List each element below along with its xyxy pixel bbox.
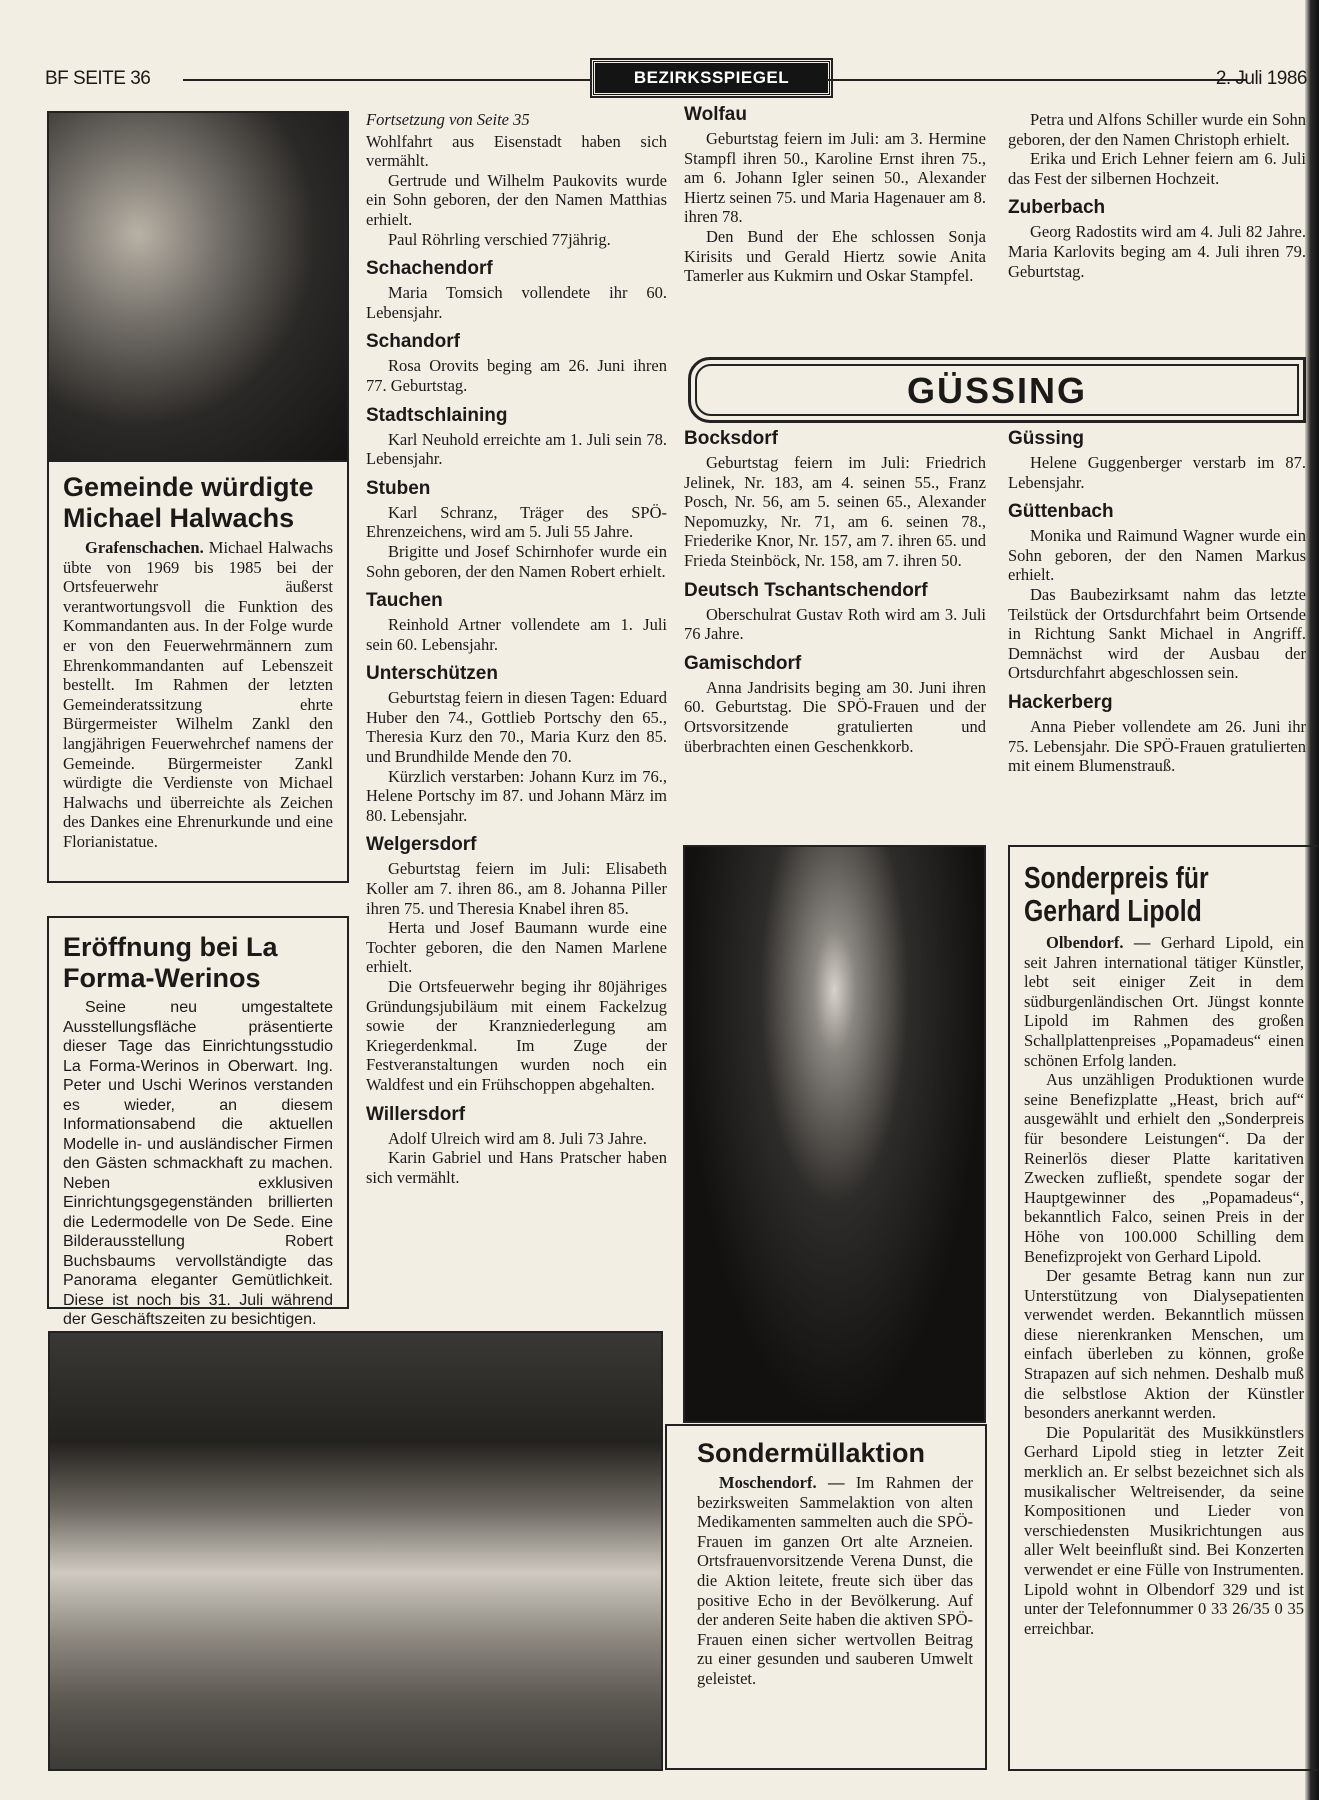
article-text: Der gesamte Betrag kann nun zur Unterstützung von Dialysepatienten verwendet werden. Bekanntlich müssen diese nierenkranken Menschen, um einfach überleben zu können, große Strapazen auf sich nehmen. Deshalb muß die selbstlose Aktion der Künstler besonders anerkannt werden. [1024, 1266, 1304, 1423]
news-item: Die Ortsfeuerwehr beging ihr 80jähriges Gründungsjubiläum mit einem Fackelzug sowie der Kranzniederlegung am Kriegerdenkmal. Im Zuge der Festveranstaltungen wurden noch ein Waldfest und ein Frühschoppen abgehalten. [366, 977, 667, 1094]
article-paragraph [1024, 1423, 1304, 1639]
article-text: Gerhard Lipold, ein seit Jahren international tätiger Künstler, lebt seit einiger Zeit in dem südburgenländischen Ort. Jüngst konnte Lipold im Rahmen des großen Schallplattenpreises „Popamadeus“ einen schönen Erfolg landen. [1024, 933, 1304, 1070]
news-item: Paul Röhrling verschied 77jährig. [388, 229, 611, 249]
photo-musician-jumping [683, 845, 986, 1423]
article-halwachs [47, 460, 349, 883]
section-heading-gussing: Güssing [1008, 428, 1085, 449]
news-item: Oberschulrat Gustav Roth wird am 3. Juli 76 Jahre. [684, 604, 986, 644]
dateline: Olbendorf. — [1046, 933, 1151, 952]
news-item: Kürzlich verstarben: Johann Kurz im 76., Helene Portschy im 87. und Johann März im 80. Lebensjahr. [366, 766, 667, 825]
article-text: Michael Halwachs übte von 1969 bis 1985 bei der Ortsfeuerwehr äußerst verantwortungsvoll die Funktion des Kommandanten aus. In der Folge wurde er von den Feuerwehrmännern zum Ehrenkommandanten auf Lebenszeit bestellt. Im Rahmen der letzten Gemeinderatssitzung ehrte Bürgermeister Wilhelm Zankl den langjährigen Feuerwehrchef namens der Gemeinde. Bürgermeister Zankl würdigte die Verdienste von Michael Halwachs und überreichte als Zeichen des Dankes eine Ehrenurkunde und eine Florianistatue. [63, 538, 333, 851]
section-heading-deutsch-tschantschendorf: Deutsch Tschantschendorf [684, 579, 928, 601]
article-title: Gemeinde würdigte Michael Halwachs [63, 472, 314, 533]
section-heading-zuberbach: Zuberbach [1008, 197, 1106, 219]
column-local-news [366, 110, 667, 1335]
news-item: Geburtstag feiern im Juli: Elisabeth Koller am 7. ihren 86., am 8. Johanna Piller ihren 75. und Theresia Knabel ihren 85. [366, 859, 667, 918]
column-guessing-news [1008, 428, 1306, 828]
article-text: Im Rahmen der bezirksweiten Sammelaktion von alten Medikamenten sammelten auch die SPÖ-Frauen im ganzen Ort alte Arzneien. Ortsfrauenvorsitzende Verena Dunst, die die Aktion leitete, freute sich über das positive Echo in der Bevölkerung. Auf der anderen Seite haben die aktiven SPÖ-Frauen einen sicher wertvollen Beitrag zu einer gesunden und sauberen Umwelt geleistet. [697, 1473, 973, 1688]
section-heading-gamischdorf: Gamischdorf [684, 652, 802, 674]
news-item: Monika und Raimund Wagner wurde ein Sohn geboren, der den Namen Markus erhielt. [1008, 526, 1306, 585]
section-heading-wolfau: Wolfau [684, 104, 747, 125]
column-wolfau [684, 104, 986, 334]
news-item: Karl Neuhold erreichte am 1. Juli sein 78. Lebensjahr. [366, 429, 667, 469]
continuation-note: Fortsetzung von Seite 35 [366, 110, 530, 129]
section-heading-tauchen: Tauchen [366, 590, 443, 612]
region-title: GÜSSING [695, 364, 1299, 416]
news-item: Das Baubezirksamt nahm das letzte Teilstück der Ortsdurchfahrt beim Ortsende in Richtung Sankt Michael in Angriff. Demnächst wird der Ausbau der Ortsdurchfahrt abgeschlossen sein. [1008, 584, 1306, 683]
news-item: Georg Radostits wird am 4. Juli 82 Jahre. Maria Karlovits beging am 4. Juli ihren 79. Geburtstag. [1008, 222, 1306, 281]
section-heading-unterschutzen: Unterschützen [366, 663, 498, 685]
section-heading-guttenbach: Güttenbach [1008, 501, 1114, 523]
article-paragraph [1024, 1070, 1304, 1266]
news-item: Adolf Ulreich wird am 8. Juli 73 Jahre. [388, 1128, 647, 1148]
article-sondermuellaktion [665, 1424, 987, 1770]
news-item: Geburtstag feiern im Juli: Friedrich Jelinek, Nr. 183, am 4. seinen 55., Franz Posch, Nr. 56, am 5. seinen 65., Alexander Nepomuzky, Nr. 71, am 6. seinen 78., Friederike Knor, Nr. 157, am 7. ihren 65. und Frieda Steinböck, Nr. 158, am 7. ihren 50. [684, 453, 986, 570]
article-paragraph [1024, 933, 1304, 1070]
news-item: Rosa Orovits beging am 26. Juni ihren 77. Geburtstag. [366, 356, 667, 395]
news-item: Geburtstag feiern in diesen Tagen: Eduard Huber den 74., Gottlieb Portschy den 65., Theresia Kurz den 70., Maria Kurz den 85. und Brundhilde Mende den 70. [366, 688, 667, 767]
news-item: Helene Guggenberger verstarb im 87. Lebensjahr. [1008, 453, 1306, 492]
section-heading-schandorf: Schandorf [366, 331, 460, 353]
column-bocksdorf [684, 428, 986, 828]
region-banner-guessing [688, 357, 1306, 423]
section-heading-hackerberg: Hackerberg [1008, 691, 1113, 713]
header-rule [183, 79, 591, 81]
title-line: Sonderpreis für [1024, 860, 1209, 895]
dateline: Grafenschachen. [85, 538, 204, 557]
article-title: Sondermüllaktion [697, 1438, 926, 1468]
news-item: Wohlfahrt aus Eisenstadt haben sich vermählt. [366, 131, 667, 171]
news-item: Karin Gabriel und Hans Pratscher haben sich vermählt. [366, 1148, 667, 1187]
article-sonderpreis-lipold [1008, 845, 1318, 1771]
title-line: Gerhard Lipold [1024, 893, 1202, 928]
article-la-forma-werinos [47, 916, 349, 1328]
news-item: Herta und Josef Baumann wurde eine Tochter geboren, die den Namen Marlene erhielt. [366, 918, 667, 977]
header-rule [827, 79, 1247, 81]
article-text: Die Popularität des Musikkünstlers Gerhard Lipold stieg in letzter Zeit merklich an. Er selbst bezeichnet sich als musikalischer Weltreisender, da seine Kompositionen und Lieder von verschiedensten Musikrichtungen aus aller Welt beeinflußt sind. Bei Konzerten verwendet er eine Fülle von Instrumenten. Lipold wohnt in Olbendorf 329 und ist unter der Telefonnummer 0 33 26/35 0 35 erreichbar. [1024, 1422, 1304, 1638]
section-heading-bocksdorf: Bocksdorf [684, 428, 778, 449]
article-body [697, 1473, 973, 1689]
article-body: Seine neu umgestaltete Ausstellungsfläche präsentierte dieser Tage das Einrichtungsstudio La Forma-Werinos in Oberwart. Ing. Peter und Uschi Werinos verstanden es wieder, an diesem Informationsabend die aktuellen Modelle in- und ausländischer Firmen den Gästen schmackhaft zu machen. Neben exklusiven Einrichtungsgegenständen brillierten die Ledermodelle von De Sede. Eine Bilderausstellung Robert Buchsbaums vervollständigte das Panorama eleganter Gemütlichkeit. Diese ist noch bis 31. Juli während der Geschäftszeiten zu besichtigen. [63, 999, 333, 1328]
article-body [63, 538, 333, 852]
news-item: Den Bund der Ehe schlossen Sonja Kirisits und Gerald Hiertz sowie Anita Tamerler aus Kukmirn und Oskar Stampfel. [684, 226, 986, 286]
news-item: Anna Jandrisits beging am 30. Juni ihren 60. Geburtstag. Die SPÖ-Frauen und der Ortsvorsitzende gratulierten und überbrachten einen Geschenkkorb. [684, 677, 986, 756]
news-item: Geburtstag feiern im Juli: am 3. Hermine Stampfl ihren 50., Karoline Ernst ihren 75., am 6. Johann Igler seinen 50., Alexander Hiertz seinen 75. und Maria Hagenauer am 8. ihren 78. [684, 129, 986, 227]
article-text: Aus unzähligen Produktionen wurde seine Benefizplatte „Heast, brich auf“ ausgewählt und erhielt den „Sonderpreis für besondere Leistungen“. Da der Reinerlös dieser Platte karitativen Zwecken zufließt, spendete sogar der Hauptgewinner des „Popamadeus“, bekanntlich Falco, seinen Preis in der Höhe von 100.000 Schilling dem Benefizprojekt von Gerhard Lipold. [1024, 1070, 1304, 1266]
news-item: Karl Schranz, Träger des SPÖ-Ehrenzeichens, wird am 5. Juli 55 Jahre. [366, 502, 667, 542]
section-heading-welgersdorf: Welgersdorf [366, 834, 477, 856]
news-item: Brigitte und Josef Schirnhofer wurde ein Sohn geboren, der den Namen Robert erhielt. [366, 541, 667, 581]
column-zuberbach [1008, 110, 1306, 335]
news-item: Gertrude und Wilhelm Paukovits wurde ein Sohn geboren, der den Namen Matthias erhielt. [366, 170, 667, 229]
news-item: Reinhold Artner vollendete am 1. Juli sein 60. Lebensjahr. [366, 615, 667, 654]
article-title [1024, 861, 1304, 927]
section-heading-stuben: Stuben [366, 477, 431, 499]
section-badge: BEZIRKSSPIEGEL [592, 60, 831, 96]
article-title: Eröffnung bei La Forma-Werinos [63, 932, 278, 993]
dateline: Moschendorf. — [719, 1473, 845, 1492]
news-item: Anna Pieber vollendete am 26. Juni ihr 75. Lebensjahr. Die SPÖ-Frauen gratulierten mit einem Blumenstrauß. [1008, 716, 1306, 776]
page-number: BF SEITE 36 [45, 68, 151, 89]
issue-date: 2. Juli 1986 [1215, 68, 1307, 89]
news-item: Erika und Erich Lehner feiern am 6. Juli das Fest der silbernen Hochzeit. [1008, 149, 1306, 188]
article-paragraph [1024, 1266, 1304, 1423]
page-header [45, 66, 1307, 90]
photo-fire-chief-award [47, 111, 349, 462]
section-heading-willersdorf: Willersdorf [366, 1103, 466, 1125]
news-item: Maria Tomsich vollendete ihr 60. Lebensjahr. [366, 283, 667, 322]
news-item: Petra und Alfons Schiller wurde ein Sohn geboren, der den Namen Christoph erhielt. [1008, 110, 1306, 149]
photo-spoe-women-group [48, 1331, 663, 1771]
section-heading-schachendorf: Schachendorf [366, 258, 493, 280]
section-heading-stadtschlaining: Stadtschlaining [366, 404, 508, 426]
